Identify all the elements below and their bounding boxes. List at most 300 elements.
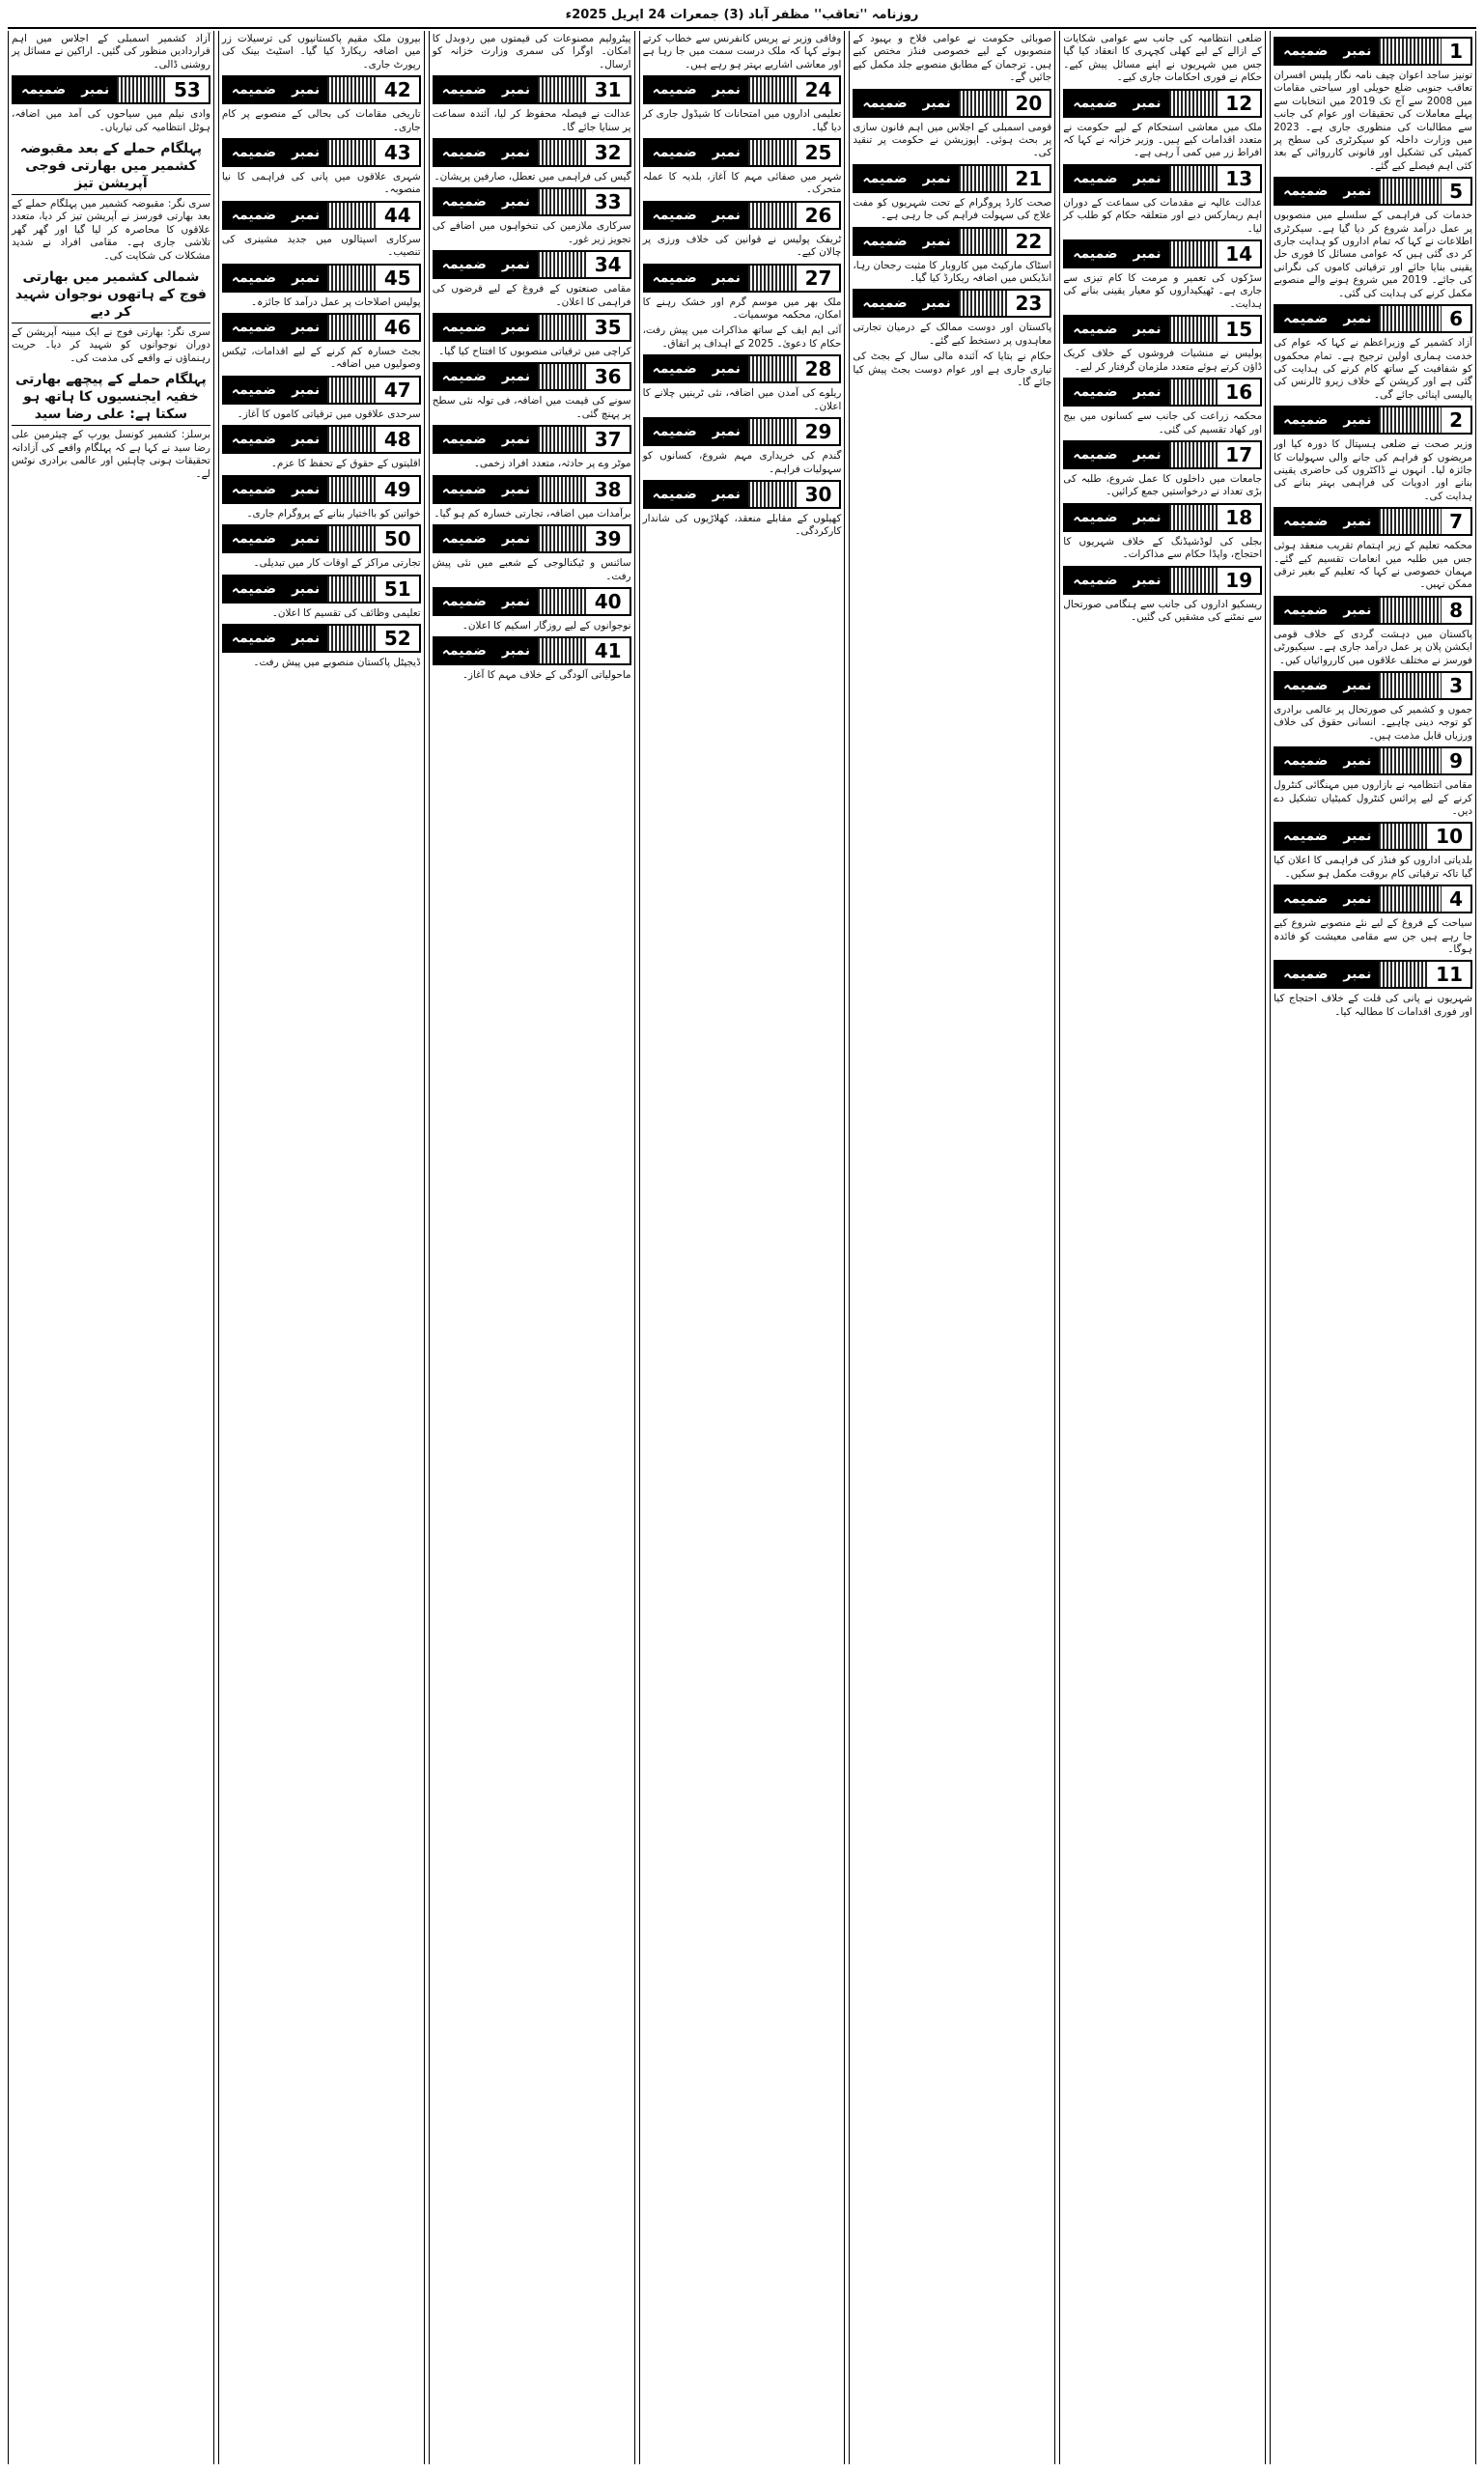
news-item bbox=[222, 575, 421, 620]
banner-label: ضمیمہ bbox=[645, 77, 705, 102]
news-text: محکمہ زراعت کی جانب سے کسانوں میں بیج اور کھاد تقسیم کی گئی۔ bbox=[1063, 410, 1263, 435]
banner-number: 42 bbox=[377, 77, 419, 102]
item-number-banner bbox=[1274, 885, 1472, 913]
item-number-banner bbox=[222, 75, 421, 104]
banner-number: 49 bbox=[377, 477, 419, 502]
banner-number: 16 bbox=[1218, 379, 1260, 405]
banner-word: نمبر bbox=[705, 203, 748, 228]
item-number-banner bbox=[222, 475, 421, 504]
news-text: آزاد کشمیر اسمبلی کے اجلاس میں اہم قراردادیں منظور کی گئیں۔ اراکین نے مسائل پر روشنی ڈالی۔ bbox=[11, 33, 210, 70]
banner-label: ضمیمہ bbox=[224, 626, 284, 651]
banner-stripe bbox=[1169, 317, 1218, 342]
item-number-banner bbox=[433, 524, 631, 553]
news-text: سڑکوں کی تعمیر و مرمت کا کام تیزی سے جاری ہے۔ ٹھیکیداروں کو معیار یقینی بنانے کی ہدایت۔ bbox=[1063, 272, 1263, 310]
item-number-banner bbox=[1274, 406, 1472, 435]
item-number-banner bbox=[853, 289, 1051, 318]
news-item bbox=[433, 187, 631, 246]
news-item bbox=[853, 33, 1051, 85]
news-item bbox=[222, 313, 421, 372]
banner-word: نمبر bbox=[1126, 442, 1169, 467]
banner-number: 13 bbox=[1218, 166, 1260, 191]
item-number-banner bbox=[222, 575, 421, 604]
news-item bbox=[1063, 440, 1262, 499]
item-number-banner bbox=[1063, 89, 1262, 118]
banner-stripe bbox=[1379, 886, 1442, 912]
banner-stripe bbox=[1379, 598, 1442, 623]
news-item bbox=[222, 33, 421, 71]
news-text: ضلعی انتظامیہ کی جانب سے عوامی شکایات کے ازالے کے لیے کھلی کچہری کا انعقاد کیا گیا جس میں شہریوں نے اپنے مسائل پیش کیے۔ حکام نے فوری احکامات جاری کیے۔ bbox=[1063, 33, 1263, 84]
banner-label: ضمیمہ bbox=[434, 252, 494, 277]
news-item bbox=[12, 33, 210, 71]
news-item bbox=[643, 480, 842, 539]
news-item bbox=[222, 624, 421, 669]
banner-number: 44 bbox=[377, 203, 419, 228]
news-text: قومی اسمبلی کے اجلاس میں اہم قانون سازی پر بحث ہوئی۔ اپوزیشن نے حکومت پر تنقید کی۔ bbox=[853, 121, 1052, 159]
news-text: اقلیتوں کے حقوق کے تحفظ کا عزم۔ bbox=[270, 458, 421, 470]
banner-number: 2 bbox=[1442, 407, 1470, 433]
banner-label: ضمیمہ bbox=[224, 266, 284, 291]
banner-label: ضمیمہ bbox=[14, 77, 73, 102]
item-number-banner bbox=[433, 362, 631, 391]
banner-word: نمبر bbox=[1335, 306, 1379, 331]
banner-stripe bbox=[1169, 241, 1218, 267]
banner-number: 23 bbox=[1007, 291, 1050, 316]
banner-stripe bbox=[748, 203, 798, 228]
banner-stripe bbox=[748, 77, 798, 102]
banner-word: نمبر bbox=[494, 252, 538, 277]
banner-stripe bbox=[538, 77, 587, 102]
news-text: پاکستان اور دوست ممالک کے درمیان تجارتی معاہدوں پر دستخط کیے گئے۔ bbox=[853, 322, 1052, 347]
banner-label: ضمیمہ bbox=[224, 427, 284, 452]
banner-stripe bbox=[1169, 91, 1218, 116]
banner-number: 14 bbox=[1218, 241, 1260, 267]
banner-number: 25 bbox=[798, 140, 840, 165]
banner-word: نمبر bbox=[915, 291, 959, 316]
banner-word: نمبر bbox=[284, 77, 327, 102]
banner-number: 9 bbox=[1442, 748, 1470, 773]
banner-stripe bbox=[538, 477, 587, 502]
banner-stripe bbox=[748, 266, 798, 291]
banner-word: نمبر bbox=[494, 140, 538, 165]
banner-number: 51 bbox=[377, 576, 419, 602]
banner-label: ضمیمہ bbox=[1065, 241, 1125, 267]
banner-number: 45 bbox=[377, 266, 419, 291]
banner-label: ضمیمہ bbox=[1065, 91, 1125, 116]
news-item bbox=[1274, 406, 1472, 503]
banner-label: ضمیمہ bbox=[645, 140, 705, 165]
banner-number: 7 bbox=[1442, 509, 1470, 534]
banner-number: 27 bbox=[798, 266, 840, 291]
banner-label: ضمیمہ bbox=[1275, 39, 1335, 64]
banner-label: ضمیمہ bbox=[1275, 824, 1335, 849]
news-text: حکام نے بتایا کہ آئندہ مالی سال کے بجٹ کی تیاری جاری ہے اور عوام دوست بجٹ پیش کیا جائے گا۔ bbox=[853, 351, 1052, 389]
news-item bbox=[433, 425, 631, 470]
item-number-banner bbox=[1274, 822, 1472, 851]
news-item bbox=[433, 475, 631, 520]
item-number-banner bbox=[433, 313, 631, 342]
item-number-banner bbox=[1274, 596, 1472, 625]
item-number-banner bbox=[643, 480, 842, 509]
banner-word: نمبر bbox=[494, 589, 538, 614]
news-item bbox=[643, 417, 842, 476]
banner-label: ضمیمہ bbox=[645, 419, 705, 444]
news-text: برسلز: کشمیر کونسل یورپ کے چیئرمین علی رضا سید نے کہا ہے کہ پہلگام واقعے کی آزادانہ تحقیقات ہونی چاہئیں اور عالمی برادری نوٹس لے۔ bbox=[11, 429, 210, 480]
item-number-banner bbox=[1274, 507, 1472, 536]
banner-word: نمبر bbox=[284, 203, 327, 228]
banner-word: نمبر bbox=[1126, 568, 1169, 593]
news-item bbox=[643, 75, 842, 134]
news-text: مقامی صنعتوں کے فروغ کے لیے قرضوں کی فراہمی کا اعلان۔ bbox=[432, 283, 631, 308]
news-item bbox=[1063, 89, 1262, 160]
news-item bbox=[222, 376, 421, 421]
banner-label: ضمیمہ bbox=[434, 315, 494, 340]
news-item bbox=[433, 33, 631, 71]
banner-number: 46 bbox=[377, 315, 419, 340]
banner-word: نمبر bbox=[705, 482, 748, 507]
news-text: عدالت عالیہ نے مقدمات کی سماعت کے دوران اہم ریمارکس دیے اور متعلقہ حکام کو طلب کر لیا۔ bbox=[1063, 196, 1263, 235]
news-text: سری نگر: بھارتی فوج نے ایک مبینہ آپریشن کے دوران نوجوانوں کو شہید کر دیا۔ حریت رہنماؤں نے واقعے کی مذمت کی۔ bbox=[11, 326, 210, 364]
news-item bbox=[1063, 378, 1262, 436]
banner-stripe bbox=[538, 526, 587, 551]
banner-word: نمبر bbox=[284, 526, 327, 551]
news-text: صحت کارڈ پروگرام کے تحت شہریوں کو مفت علاج کی سہولت فراہم کی جا رہی ہے۔ bbox=[853, 196, 1052, 222]
banner-stripe bbox=[327, 576, 377, 602]
banner-label: ضمیمہ bbox=[1275, 306, 1335, 331]
news-item bbox=[433, 362, 631, 421]
banner-word: نمبر bbox=[1335, 179, 1379, 204]
banner-word: نمبر bbox=[1335, 509, 1379, 534]
news-item bbox=[222, 425, 421, 470]
banner-stripe bbox=[1379, 962, 1428, 987]
news-text: ریسکیو اداروں کی جانب سے ہنگامی صورتحال سے نمٹنے کی مشقیں کی گئیں۔ bbox=[1063, 598, 1263, 623]
news-item bbox=[12, 75, 210, 134]
news-column-2 bbox=[1059, 31, 1266, 2464]
news-item bbox=[433, 250, 631, 309]
banner-number: 21 bbox=[1007, 166, 1050, 191]
item-number-banner bbox=[222, 524, 421, 553]
item-number-banner bbox=[433, 187, 631, 216]
banner-number: 50 bbox=[377, 526, 419, 551]
banner-number: 20 bbox=[1007, 91, 1050, 116]
item-number-banner bbox=[643, 264, 842, 293]
news-item bbox=[643, 354, 842, 413]
item-number-banner bbox=[1274, 960, 1472, 989]
item-number-banner bbox=[222, 313, 421, 342]
item-number-banner bbox=[1063, 503, 1262, 532]
banner-label: ضمیمہ bbox=[434, 638, 494, 663]
banner-stripe bbox=[1379, 673, 1442, 698]
news-text: پولیس نے منشیات فروشوں کے خلاف کریک ڈاؤن کرتے ہوئے متعدد ملزمان گرفتار کر لیے۔ bbox=[1063, 348, 1263, 373]
news-text: سائنس و ٹیکنالوجی کے شعبے میں نئی پیش رفت۔ bbox=[432, 557, 631, 582]
banner-number: 11 bbox=[1428, 962, 1470, 987]
banner-stripe bbox=[538, 589, 587, 614]
item-number-banner bbox=[433, 475, 631, 504]
item-number-banner bbox=[643, 417, 842, 446]
banner-word: نمبر bbox=[705, 140, 748, 165]
banner-stripe bbox=[327, 427, 377, 452]
banner-word: نمبر bbox=[1126, 166, 1169, 191]
news-item bbox=[222, 201, 421, 260]
news-item bbox=[433, 75, 631, 134]
news-item bbox=[853, 227, 1051, 286]
news-item bbox=[1063, 239, 1262, 311]
banner-label: ضمیمہ bbox=[1275, 962, 1335, 987]
banner-stripe bbox=[1169, 379, 1218, 405]
news-item bbox=[853, 89, 1051, 160]
banner-label: ضمیمہ bbox=[224, 203, 284, 228]
news-item bbox=[643, 324, 842, 351]
banner-word: نمبر bbox=[1335, 39, 1379, 64]
banner-word: نمبر bbox=[494, 189, 538, 214]
banner-stripe bbox=[327, 477, 377, 502]
banner-number: 32 bbox=[587, 140, 630, 165]
banner-number: 5 bbox=[1442, 179, 1470, 204]
banner-word: نمبر bbox=[1335, 886, 1379, 912]
news-text: کھیلوں کے مقابلے منعقد، کھلاڑیوں کی شاندار کارکردگی۔ bbox=[642, 512, 842, 538]
banner-stripe bbox=[1379, 748, 1442, 773]
news-text: وزیر صحت نے ضلعی ہسپتال کا دورہ کیا اور مریضوں کو فراہم کی جانے والی سہولیات کا جائزہ لیا۔ انہوں نے ڈاکٹروں کی حاضری یقینی بنانے اور ادویات کی فراہمی بہتر بنانے کی ہدایت کی۔ bbox=[1274, 438, 1472, 502]
banner-label: ضمیمہ bbox=[1065, 568, 1125, 593]
banner-label: ضمیمہ bbox=[854, 229, 914, 254]
news-text: نوجوانوں کے لیے روزگار اسکیم کا اعلان۔ bbox=[462, 619, 631, 632]
news-text: بلدیاتی اداروں کو فنڈز کی فراہمی کا اعلان کیا گیا تاکہ ترقیاتی کام بروقت مکمل ہو سکیں۔ bbox=[1274, 855, 1472, 880]
news-item bbox=[1274, 822, 1472, 881]
banner-number: 29 bbox=[798, 419, 840, 444]
banner-word: نمبر bbox=[915, 166, 959, 191]
news-text: شہر میں صفائی مہم کا آغاز، بلدیہ کا عملہ متحرک۔ bbox=[642, 171, 842, 196]
banner-number: 38 bbox=[587, 477, 630, 502]
item-number-banner bbox=[222, 376, 421, 405]
item-number-banner bbox=[433, 75, 631, 104]
banner-word: نمبر bbox=[1126, 317, 1169, 342]
banner-stripe bbox=[538, 315, 587, 340]
item-number-banner bbox=[853, 164, 1051, 193]
masthead: روزنامہ ''تعاقب'' مظفر آباد (3) جمعرات 24 اپریل 2025ء bbox=[8, 6, 1476, 29]
banner-stripe bbox=[327, 266, 377, 291]
banner-word: نمبر bbox=[284, 427, 327, 452]
item-number-banner bbox=[1274, 304, 1472, 333]
news-item bbox=[643, 201, 842, 260]
banner-stripe bbox=[117, 77, 166, 102]
banner-label: ضمیمہ bbox=[224, 576, 284, 602]
banner-label: ضمیمہ bbox=[434, 526, 494, 551]
news-text: بجٹ خسارہ کم کرنے کے لیے اقدامات، ٹیکس وصولیوں میں اضافہ۔ bbox=[221, 346, 421, 371]
item-number-banner bbox=[12, 75, 210, 104]
banner-number: 33 bbox=[587, 189, 630, 214]
news-text: پیٹرولیم مصنوعات کی قیمتوں میں ردوبدل کا امکان۔ اوگرا کی سمری وزارت خزانہ کو ارسال۔ bbox=[432, 33, 631, 70]
banner-number: 10 bbox=[1428, 824, 1470, 849]
banner-label: ضمیمہ bbox=[224, 526, 284, 551]
banner-stripe bbox=[959, 229, 1008, 254]
news-text: محکمہ تعلیم کے زیر اہتمام تقریب منعقد ہوئی جس میں طلبہ میں انعامات تقسیم کیے گئے۔ مہمان خصوصی نے کہا کہ تعلیم کے بغیر ترقی ممکن نہیں۔ bbox=[1274, 540, 1472, 591]
item-number-banner bbox=[222, 624, 421, 653]
banner-label: ضمیمہ bbox=[434, 364, 494, 389]
banner-number: 26 bbox=[798, 203, 840, 228]
item-number-banner bbox=[433, 425, 631, 454]
banner-number: 30 bbox=[798, 482, 840, 507]
banner-number: 43 bbox=[377, 140, 419, 165]
banner-word: نمبر bbox=[73, 77, 117, 102]
news-item bbox=[1063, 315, 1262, 374]
news-text: وفاقی وزیر نے پریس کانفرنس سے خطاب کرتے ہوئے کہا کہ ملک درست سمت میں جا رہا ہے اور معاشی اشاریے بہتر ہو رہے ہیں۔ bbox=[642, 33, 842, 70]
news-item bbox=[1063, 566, 1262, 625]
banner-stripe bbox=[1169, 442, 1218, 467]
news-item bbox=[1274, 671, 1472, 743]
banner-word: نمبر bbox=[494, 638, 538, 663]
banner-number: 34 bbox=[587, 252, 630, 277]
banner-word: نمبر bbox=[1335, 673, 1379, 698]
banner-label: ضمیمہ bbox=[224, 140, 284, 165]
news-column-5 bbox=[429, 31, 635, 2464]
banner-stripe bbox=[959, 91, 1008, 116]
news-text: تعلیمی وظائف کی تقسیم کا اعلان۔ bbox=[271, 606, 421, 619]
news-item bbox=[1274, 960, 1472, 1019]
banner-stripe bbox=[748, 356, 798, 381]
banner-word: نمبر bbox=[284, 576, 327, 602]
news-column-7 bbox=[8, 31, 214, 2464]
banner-number: 22 bbox=[1007, 229, 1050, 254]
news-item bbox=[1063, 164, 1262, 236]
columns-container bbox=[8, 31, 1476, 2464]
news-column-3 bbox=[849, 31, 1055, 2464]
banner-word: نمبر bbox=[494, 315, 538, 340]
news-text: سرکاری اسپتالوں میں جدید مشینری کی تنصیب۔ bbox=[221, 233, 421, 259]
news-text: برآمدات میں اضافہ، تجارتی خسارہ کم ہو گیا۔ bbox=[434, 507, 631, 520]
news-text: تاریخی مقامات کی بحالی کے منصوبے پر کام جاری۔ bbox=[221, 108, 421, 133]
item-number-banner bbox=[643, 201, 842, 230]
banner-stripe bbox=[327, 315, 377, 340]
banner-stripe bbox=[1379, 824, 1428, 849]
news-headline: پہلگام حملے کے بعد مقبوضہ کشمیر میں بھارتی فوجی آپریشن تیز bbox=[12, 140, 210, 195]
banner-label: ضمیمہ bbox=[854, 166, 914, 191]
news-text: جامعات میں داخلوں کا عمل شروع، طلبہ کی بڑی تعداد نے درخواستیں جمع کرائیں۔ bbox=[1063, 472, 1263, 498]
banner-stripe bbox=[748, 419, 798, 444]
news-text: آئی ایم ایف کے ساتھ مذاکرات میں پیش رفت، حکام کا دعویٰ۔ 2025 کے اہداف پر اتفاق۔ bbox=[642, 324, 842, 350]
news-item bbox=[12, 140, 210, 263]
banner-label: ضمیمہ bbox=[434, 589, 494, 614]
news-headline: پہلگام حملے کے پیچھے بھارتی خفیہ ایجنسیوں کا ہاتھ ہو سکتا ہے: علی رضا سید bbox=[12, 371, 210, 426]
banner-label: ضمیمہ bbox=[224, 477, 284, 502]
banner-word: نمبر bbox=[705, 266, 748, 291]
news-text: سونے کی قیمت میں اضافہ، فی تولہ نئی سطح پر پہنچ گئی۔ bbox=[432, 395, 631, 420]
banner-stripe bbox=[538, 427, 587, 452]
news-text: تعلیمی اداروں میں امتحانات کا شیڈول جاری کر دیا گیا۔ bbox=[642, 108, 842, 133]
banner-label: ضمیمہ bbox=[645, 356, 705, 381]
banner-number: 12 bbox=[1218, 91, 1260, 116]
item-number-banner bbox=[222, 138, 421, 167]
banner-stripe bbox=[327, 77, 377, 102]
banner-label: ضمیمہ bbox=[224, 315, 284, 340]
banner-label: ضمیمہ bbox=[1275, 407, 1335, 433]
item-number-banner bbox=[1063, 164, 1262, 193]
banner-word: نمبر bbox=[284, 378, 327, 403]
banner-word: نمبر bbox=[1335, 598, 1379, 623]
banner-word: نمبر bbox=[494, 526, 538, 551]
banner-stripe bbox=[538, 364, 587, 389]
news-text: وادی نیلم میں سیاحوں کی آمد میں اضافہ، ہوٹل انتظامیہ کی تیاریاں۔ bbox=[11, 108, 210, 133]
banner-label: ضمیمہ bbox=[1065, 505, 1125, 530]
banner-stripe bbox=[959, 291, 1008, 316]
news-item bbox=[1063, 33, 1262, 85]
banner-stripe bbox=[538, 252, 587, 277]
banner-label: ضمیمہ bbox=[1275, 598, 1335, 623]
banner-number: 47 bbox=[377, 378, 419, 403]
banner-label: ضمیمہ bbox=[1065, 317, 1125, 342]
news-item bbox=[433, 524, 631, 583]
banner-word: نمبر bbox=[284, 140, 327, 165]
banner-number: 48 bbox=[377, 427, 419, 452]
banner-word: نمبر bbox=[284, 266, 327, 291]
banner-label: ضمیمہ bbox=[1275, 748, 1335, 773]
news-text: تجارتی مراکز کے اوقات کار میں تبدیلی۔ bbox=[253, 557, 421, 570]
item-number-banner bbox=[1274, 671, 1472, 700]
news-text: سرحدی علاقوں میں ترقیاتی کاموں کا آغاز۔ bbox=[237, 407, 421, 420]
news-item bbox=[433, 313, 631, 358]
news-item bbox=[1274, 746, 1472, 818]
item-number-banner bbox=[643, 354, 842, 383]
banner-word: نمبر bbox=[494, 77, 538, 102]
banner-stripe bbox=[1169, 568, 1218, 593]
banner-number: 15 bbox=[1218, 317, 1260, 342]
banner-stripe bbox=[1379, 509, 1442, 534]
news-text: شہریوں نے پانی کی قلت کے خلاف احتجاج کیا اور فوری اقدامات کا مطالبہ کیا۔ bbox=[1274, 993, 1472, 1018]
banner-stripe bbox=[748, 140, 798, 165]
news-text: خواتین کو بااختیار بنانے کے پروگرام جاری۔ bbox=[246, 507, 421, 520]
banner-stripe bbox=[538, 189, 587, 214]
news-item bbox=[222, 475, 421, 520]
news-item bbox=[222, 75, 421, 134]
banner-label: ضمیمہ bbox=[854, 291, 914, 316]
news-text: بیرون ملک مقیم پاکستانیوں کی ترسیلات زر میں اضافہ ریکارڈ کیا گیا۔ اسٹیٹ بینک کی رپورٹ جاری۔ bbox=[221, 33, 421, 70]
banner-word: نمبر bbox=[705, 419, 748, 444]
banner-stripe bbox=[1379, 179, 1442, 204]
banner-number: 18 bbox=[1218, 505, 1260, 530]
news-item bbox=[643, 264, 842, 323]
banner-number: 36 bbox=[587, 364, 630, 389]
item-number-banner bbox=[222, 264, 421, 293]
banner-word: نمبر bbox=[284, 477, 327, 502]
banner-word: نمبر bbox=[494, 364, 538, 389]
banner-word: نمبر bbox=[1126, 241, 1169, 267]
banner-stripe bbox=[538, 638, 587, 663]
news-headline: شمالی کشمیر میں بھارتی فوج کے ہاتھوں نوجوان شہید کر دیے bbox=[12, 268, 210, 323]
banner-stripe bbox=[1379, 39, 1442, 64]
banner-stripe bbox=[959, 166, 1008, 191]
news-text: تونیز ساجد اعوان چیف نامہ نگار پلیس افسران تعاقب جنوبی ضلع حویلی اور سیاحتی مقامات میں 2008 سے آج تک 2019 میں انتخابات سے پہلے معاملات کی تحقیقات اور عوام کی جانب سے مطالبات کی منظوری جاری ہے۔ 2023 میں وزارت داخلہ کو سیکرٹری کی سطح پر کمیٹی کی تشکیل اور قانونی کارروائی کے بعد کئی اہم فیصلے کیے گئے۔ bbox=[1274, 70, 1472, 172]
news-column-6 bbox=[218, 31, 425, 2464]
item-number-banner bbox=[433, 138, 631, 167]
news-text: پولیس اصلاحات پر عمل درآمد کا جائزہ۔ bbox=[251, 295, 421, 308]
banner-stripe bbox=[327, 203, 377, 228]
news-item bbox=[222, 138, 421, 197]
banner-word: نمبر bbox=[494, 427, 538, 452]
item-number-banner bbox=[1274, 37, 1472, 66]
item-number-banner bbox=[1063, 378, 1262, 407]
item-number-banner bbox=[1063, 566, 1262, 595]
news-text: خدمات کی فراہمی کے سلسلے میں منصوبوں پر عمل درآمد شروع کر دیا گیا ہے۔ سیکرٹری اطلاعات نے کہا کہ تمام اداروں کو ہدایت جاری کر دی گئی ہیں کہ عوامی مسائل کا فوری حل یقینی بنایا جائے اور ترقیاتی کاموں کی نگرانی کی جائے۔ 2019 میں شروع ہونے والے منصوبے مکمل کرنے کی ہدایت کی گئی۔ bbox=[1274, 210, 1473, 299]
item-number-banner bbox=[1274, 746, 1472, 775]
banner-label: ضمیمہ bbox=[1065, 166, 1125, 191]
item-number-banner bbox=[433, 636, 631, 665]
news-item bbox=[643, 33, 842, 71]
news-text: بجلی کی لوڈشیڈنگ کے خلاف شہریوں کا احتجاج، واپڈا حکام سے مذاکرات۔ bbox=[1063, 535, 1263, 561]
news-text: سری نگر: مقبوضہ کشمیر میں پہلگام حملے کے بعد بھارتی فورسز نے آپریشن تیز کر دیا، متعدد علاقوں کا محاصرہ کر لیا گیا اور گھر گھر تلاشی جاری ہے۔ مقامی افراد نے شدید مشکلات کی شکایت کی۔ bbox=[11, 198, 210, 262]
banner-number: 1 bbox=[1442, 39, 1470, 64]
banner-number: 52 bbox=[377, 626, 419, 651]
item-number-banner bbox=[222, 201, 421, 230]
banner-label: ضمیمہ bbox=[434, 140, 494, 165]
news-item bbox=[12, 371, 210, 481]
